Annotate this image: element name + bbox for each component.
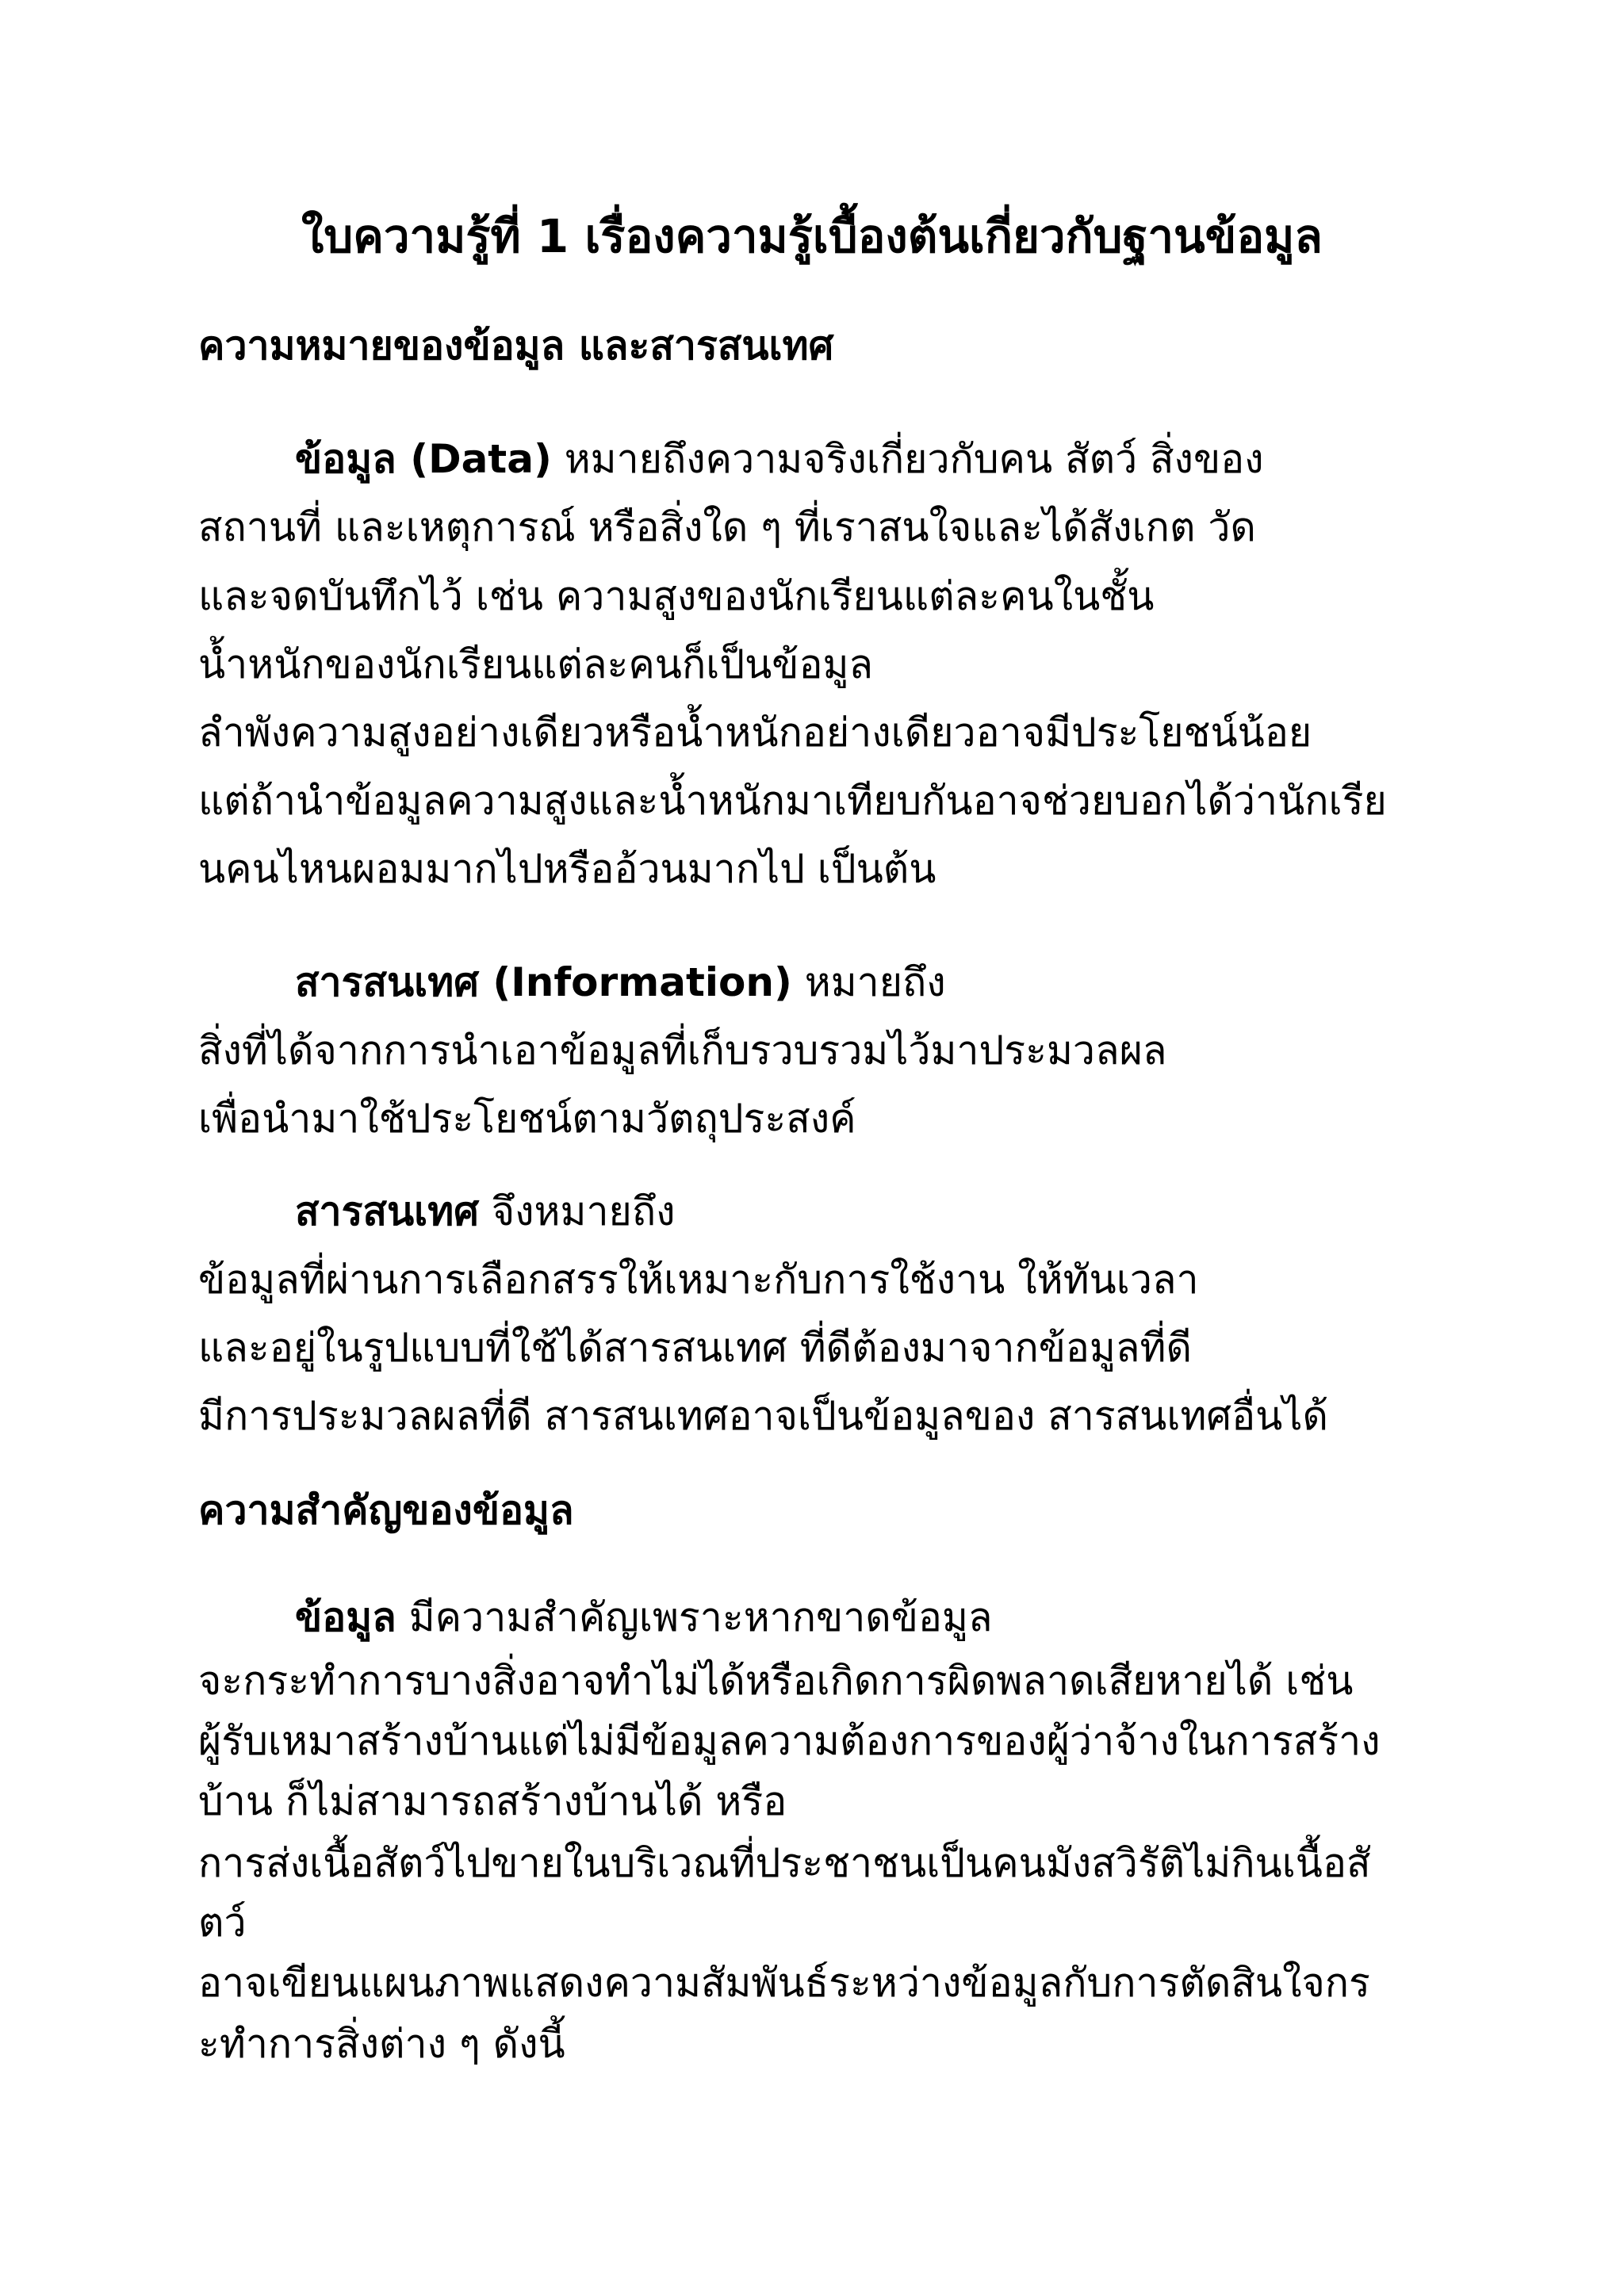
paragraph-line: อาจเขียนแผนภาพแสดงความสัมพันธ์ระหว่างข้อมูลกับการตัดสินใจกร bbox=[198, 1960, 1370, 2006]
paragraph-line: การส่งเนื้อสัตว์ไปขายในบริเวณที่ประชาชนเป็นคนมังสวิรัติไม่กินเนื้อสั bbox=[198, 1840, 1371, 1886]
paragraph-line: ผู้รับเหมาสร้างบ้านแต่ไม่มีข้อมูลความต้องการของผู้ว่าจ้างในการสร้าง bbox=[198, 1718, 1381, 1764]
paragraph-line: น้ำหนักของนักเรียนแต่ละคนก็เป็นข้อมูล bbox=[198, 641, 874, 687]
term-information-th: สารสนเทศ bbox=[295, 1188, 479, 1234]
paragraph-line: ตว์ bbox=[198, 1900, 247, 1946]
paragraph-line: นคนไหนผอมมากไปหรืออ้วนมากไป เป็นต้น bbox=[198, 846, 936, 892]
info2-paragraph-first-line bbox=[295, 1187, 676, 1236]
paragraph-line: สถานที่ และเหตุการณ์ หรือสิ่งใด ๆ ที่เราสนใจและได้สังเกต วัด bbox=[198, 504, 1256, 550]
term-data: ข้อมูล (Data) bbox=[295, 436, 552, 482]
paragraph-line: ะทำการสิ่งต่าง ๆ ดังนี้ bbox=[198, 2021, 565, 2067]
term-data-th: ข้อมูล bbox=[295, 1594, 396, 1640]
paragraph-line: ลำพังความสูงอย่างเดียวหรือน้ำหนักอย่างเดียวอาจมีประโยชน์น้อย bbox=[198, 710, 1312, 756]
info-paragraph-first-line bbox=[295, 958, 946, 1007]
page-title: ใบความรู้ที่ 1 เรื่องความรู้เบื้องต้นเกี่ยวกับฐานข้อมูล bbox=[301, 209, 1323, 263]
paragraph-line: ข้อมูลที่ผ่านการเลือกสรรให้เหมาะกับการใช้งาน ให้ทันเวลา bbox=[198, 1257, 1199, 1303]
paragraph-line: บ้าน ก็ไม่สามารถสร้างบ้านได้ หรือ bbox=[198, 1778, 787, 1824]
paragraph-line: เพื่อนำมาใช้ประโยชน์ตามวัตถุประสงค์ bbox=[198, 1096, 856, 1142]
paragraph-line: และอยู่ในรูปแบบที่ใช้ได้สารสนเทศ ที่ดีต้องมาจากข้อมูลที่ดี bbox=[198, 1325, 1192, 1371]
paragraph-line: มีการประมวลผลที่ดี สารสนเทศอาจเป็นข้อมูลของ สารสนเทศอื่นได้ bbox=[198, 1393, 1328, 1439]
paragraph-line: แต่ถ้านำข้อมูลความสูงและน้ำหนักมาเทียบกันอาจช่วยบอกได้ว่านักเรีย bbox=[198, 778, 1387, 824]
paragraph-line: และจดบันทึกไว้ เช่น ความสูงของนักเรียนแต่ละคนในชั้น bbox=[198, 573, 1155, 619]
section-heading-meaning: ความหมายของข้อมูล และสารสนเทศ bbox=[198, 323, 834, 369]
paragraph-text: หมายถึง bbox=[791, 959, 946, 1005]
paragraph-text: จึงหมายถึง bbox=[478, 1188, 676, 1234]
paragraph-text: มีความสำคัญเพราะหากขาดข้อมูล bbox=[396, 1594, 993, 1640]
paragraph-text: หมายถึงความจริงเกี่ยวกับคน สัตว์ สิ่งของ bbox=[551, 436, 1264, 482]
paragraph-line: จะกระทำการบางสิ่งอาจทำไม่ได้หรือเกิดการผิดพลาดเสียหายได้ เช่น bbox=[198, 1658, 1354, 1704]
data-paragraph-first-line bbox=[295, 434, 1264, 484]
paragraph-line: สิ่งที่ได้จากการนำเอาข้อมูลที่เก็บรวบรวมไว้มาประมวลผล bbox=[198, 1027, 1167, 1073]
term-information: สารสนเทศ (Information) bbox=[295, 959, 792, 1005]
section-heading-importance: ความสำคัญของข้อมูล bbox=[198, 1487, 574, 1533]
importance-paragraph-first-line bbox=[295, 1593, 993, 1642]
